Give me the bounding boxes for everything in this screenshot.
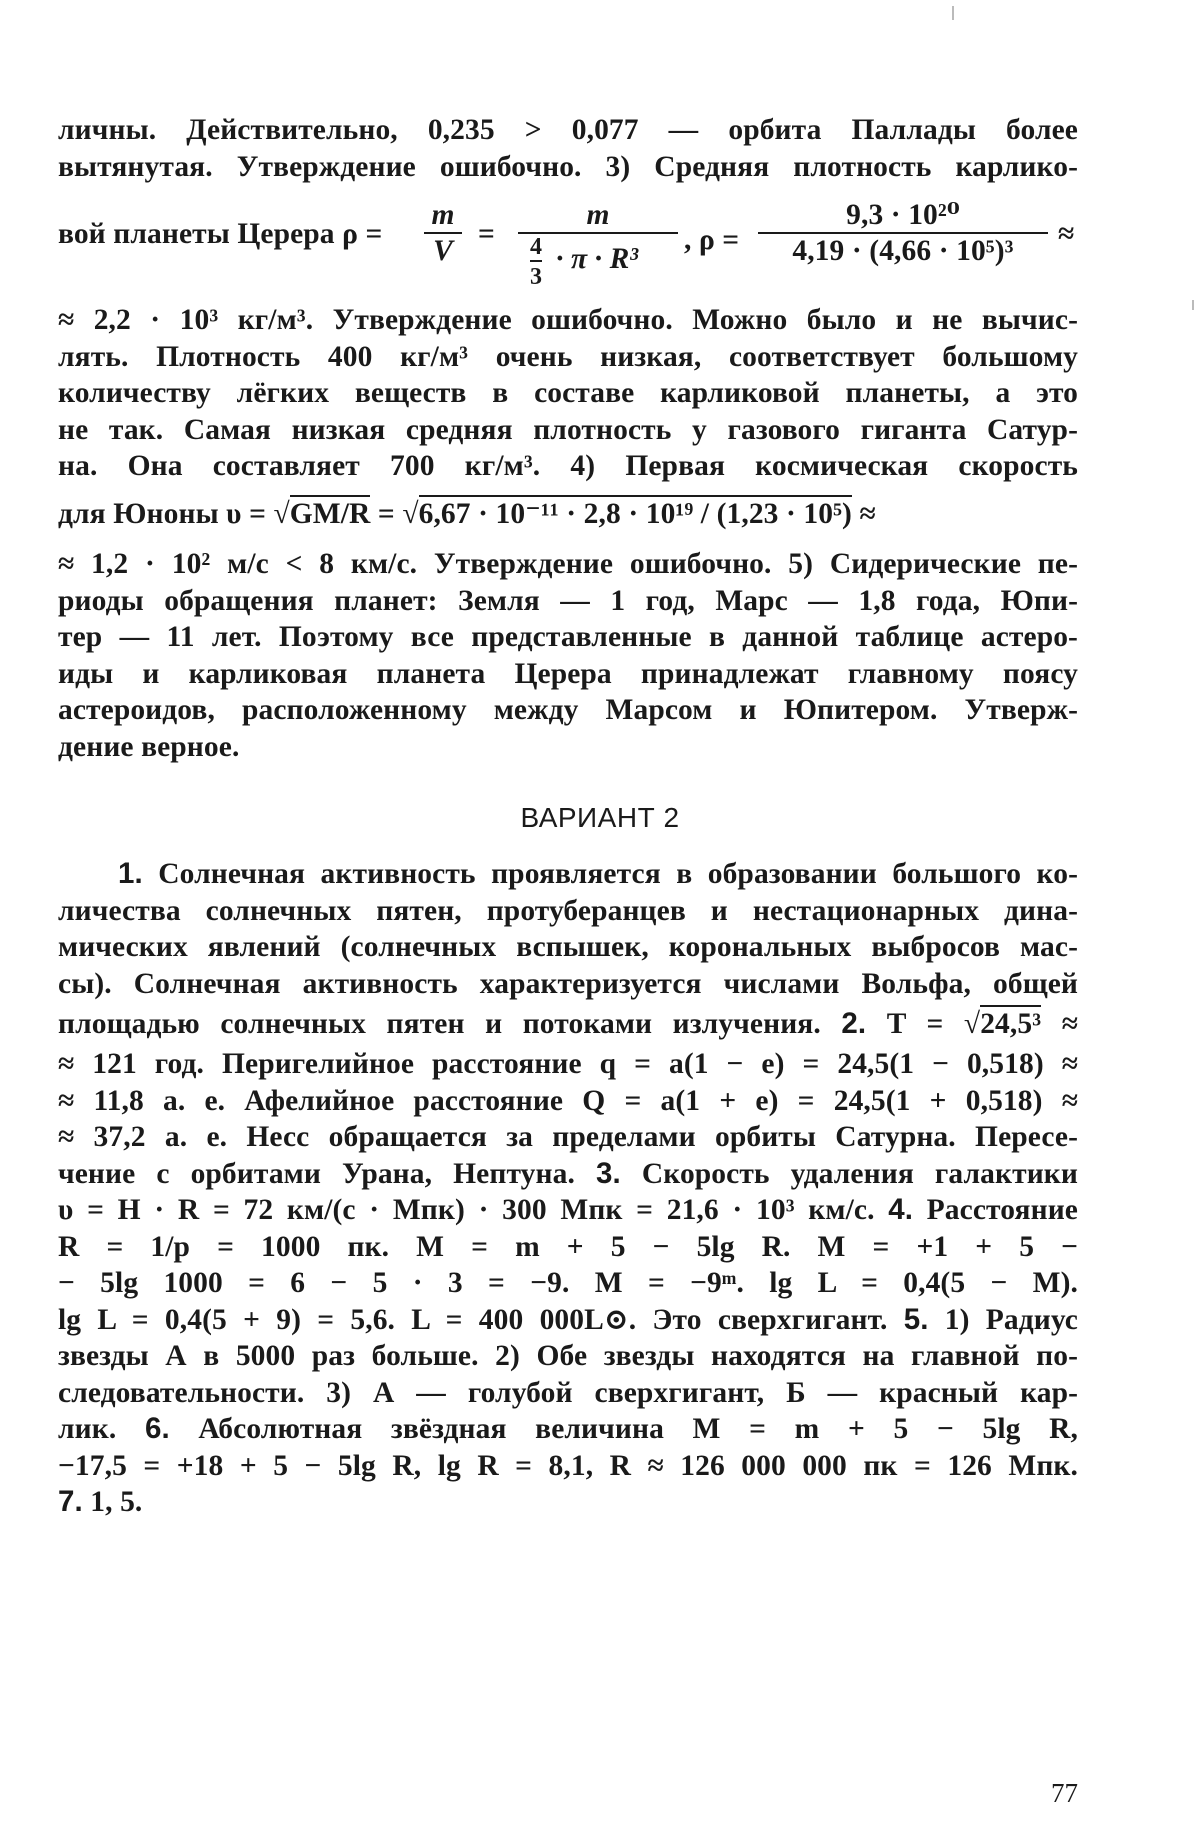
fraction-numerator: 9,3 · 10²⁰: [758, 198, 1048, 234]
item-number: 6.: [144, 1412, 170, 1445]
sqrt-radicand: 6,67 · 10⁻¹¹ · 2,8 · 10¹⁹ / (1,23 · 10⁵): [419, 495, 852, 530]
text-line: [58, 1302, 1078, 1339]
approx-sign: ≈: [1058, 218, 1075, 250]
text-fragment: Абсолютная звёздная величина M = m + 5 − 5lg R,: [169, 1413, 1078, 1445]
text-fragment: лик.: [58, 1413, 145, 1445]
scan-speck: [1192, 300, 1194, 310]
fraction-density-value: [758, 198, 1048, 268]
density-formula: [58, 188, 1078, 288]
text-fragment: 1, 5.: [82, 1486, 143, 1518]
text-line: [58, 490, 1078, 538]
text-fragment: чение с орбитами Урана, Нептуна.: [58, 1157, 596, 1190]
four-thirds-den: 3: [530, 264, 543, 290]
sqrt-radicand: 24,5³: [980, 1005, 1041, 1040]
fraction-denominator: [518, 234, 678, 294]
text-line: риоды обращения планет: Земля — 1 год, Марс — 1,8 года, Юпи-: [58, 584, 1078, 617]
fraction-m-over-volume: [518, 198, 678, 294]
text-line: ≈ 11,8 а. е. Афелийное расстояние Q = a(1 + e) = 24,5(1 + 0,518) ≈: [58, 1084, 1078, 1117]
text-line: ≈ 121 год. Перигелийное расстояние q = a(1 − e) = 24,5(1 − 0,518) ≈: [58, 1048, 1078, 1080]
text-line: количеству лёгких веществ в составе карликовой планеты, а это: [58, 377, 1078, 409]
velocity-formula-line: [58, 490, 1078, 538]
text-line: ≈ 2,2 · 10³ кг/м³. Утверждение ошибочно. Можно было и не вычис-: [58, 304, 1078, 336]
text-fragment: lg L = 0,4(5 + 9) = 5,6. L = 400 000L⊙. Это сверхгигант.: [58, 1303, 904, 1336]
text-line: сы). Солнечная активность характеризуется числами Вольфа, общей: [58, 967, 1078, 1000]
page-number: 77: [1051, 1778, 1078, 1808]
text-line: −17,5 = +18 + 5 − 5lg R, lg R = 8,1, R ≈ 126 000 000 пк = 126 Мпк.: [58, 1449, 1078, 1482]
text-line: [58, 1484, 1078, 1521]
text-line: ≈ 1,2 · 10² м/с < 8 км/с. Утверждение ошибочно. 5) Сидерические пе-: [58, 548, 1078, 580]
fraction-numerator: m: [518, 198, 678, 234]
item-number: 4.: [888, 1193, 914, 1226]
text-line: личества солнечных пятен, протуберанцев и нестационарных дина-: [58, 894, 1078, 927]
text-line: R = 1/p = 1000 пк. M = m + 5 − 5lg R. M = +1 + 5 −: [58, 1230, 1078, 1263]
sqrt-radicand: GM/R: [290, 495, 371, 530]
text-line: вытянутая. Утверждение ошибочно. 3) Средняя плотность карлико-: [58, 150, 1078, 183]
item-number: 3.: [595, 1156, 621, 1190]
text-fragment: Скорость удаления галактики: [620, 1157, 1078, 1190]
text-fragment: ≈: [851, 498, 876, 530]
text-fragment: площадью солнечных пятен и потоками излучения.: [58, 1008, 842, 1040]
pi-r-cubed: · π · R³: [556, 243, 639, 275]
equals-sign: =: [478, 218, 495, 250]
text-fragment: υ = H · R = 72 км/(с · Мпк) · 300 Мпк = 21,6 · 10³ км/с.: [58, 1194, 889, 1226]
intro-paragraph-end: [58, 546, 1078, 765]
text-line: [58, 1156, 1078, 1193]
text-line: иды и карликовая планета Церера принадлежат главному поясу: [58, 657, 1078, 690]
text-fragment: = √: [370, 498, 419, 530]
text-line: личны. Действительно, 0,235 > 0,077 — орбита Паллады более: [58, 114, 1078, 146]
text-line: ≈ 37,2 а. е. Несс обращается за пределами орбиты Сатурна. Пересе-: [58, 1121, 1078, 1153]
formula-prefix: вой планеты Церера ρ =: [58, 218, 383, 250]
four-thirds-num: 4: [530, 234, 543, 260]
rho-equals: , ρ =: [684, 224, 740, 256]
fraction-numerator: m: [424, 198, 462, 234]
text-line: астероидов, расположенному между Марсом и Юпитером. Утверж-: [58, 694, 1078, 726]
text-line: не так. Самая низкая средняя плотность у газового гиганта Сатур-: [58, 413, 1078, 446]
text-line: − 5lg 1000 = 6 − 5 · 3 = −9. M = −9ᵐ. lg L = 0,4(5 − M).: [58, 1267, 1078, 1299]
text-line: на. Она составляет 700 кг/м³. 4) Первая космическая скорость: [58, 450, 1078, 482]
text-line: [58, 1192, 1078, 1229]
fraction-denominator: 4,19 · (4,66 · 10⁵)³: [792, 235, 1014, 267]
item-number: 5.: [903, 1302, 929, 1336]
text-line: следовательности. 3) А — голубой сверхгигант, Б — красный кар-: [58, 1376, 1078, 1409]
intro-paragraph: [58, 112, 1078, 185]
text-fragment: T = √: [866, 1008, 981, 1040]
text-line: тер — 11 лет. Поэтому все представленные в данной таблице астеро-: [58, 621, 1078, 653]
text-line: [58, 1411, 1078, 1448]
text-line: звезды А в 5000 раз больше. 2) Обе звезды находятся на главной по-: [58, 1340, 1078, 1372]
text-line: лять. Плотность 400 кг/м³ очень низкая, соответствует большому: [58, 340, 1078, 373]
item-number: 2.: [841, 1007, 867, 1040]
scan-speck: [952, 6, 954, 20]
intro-paragraph-cont: [58, 302, 1078, 485]
text-line: [58, 856, 1078, 893]
variant2-paragraph: [58, 856, 1078, 1521]
fraction-m-over-v: [424, 198, 462, 268]
text-fragment: ≈: [1041, 1008, 1078, 1040]
section-heading: ВАРИАНТ 2: [520, 802, 680, 833]
text-fragment: для Юноны υ = √: [58, 498, 290, 530]
item-number: 1.: [118, 857, 143, 890]
text-fragment: 1) Радиус: [928, 1303, 1078, 1336]
text-fragment: Расстояние: [913, 1194, 1078, 1226]
text-line: мических явлений (солнечных вспышек, корональных выбросов мас-: [58, 931, 1078, 963]
text-line: [58, 1002, 1078, 1046]
fraction-denominator: V: [433, 235, 453, 267]
item-number: 7.: [58, 1485, 83, 1518]
text-line: дение верное.: [58, 730, 240, 763]
text-fragment: Солнечная активность проявляется в образовании большого ко-: [142, 858, 1078, 890]
